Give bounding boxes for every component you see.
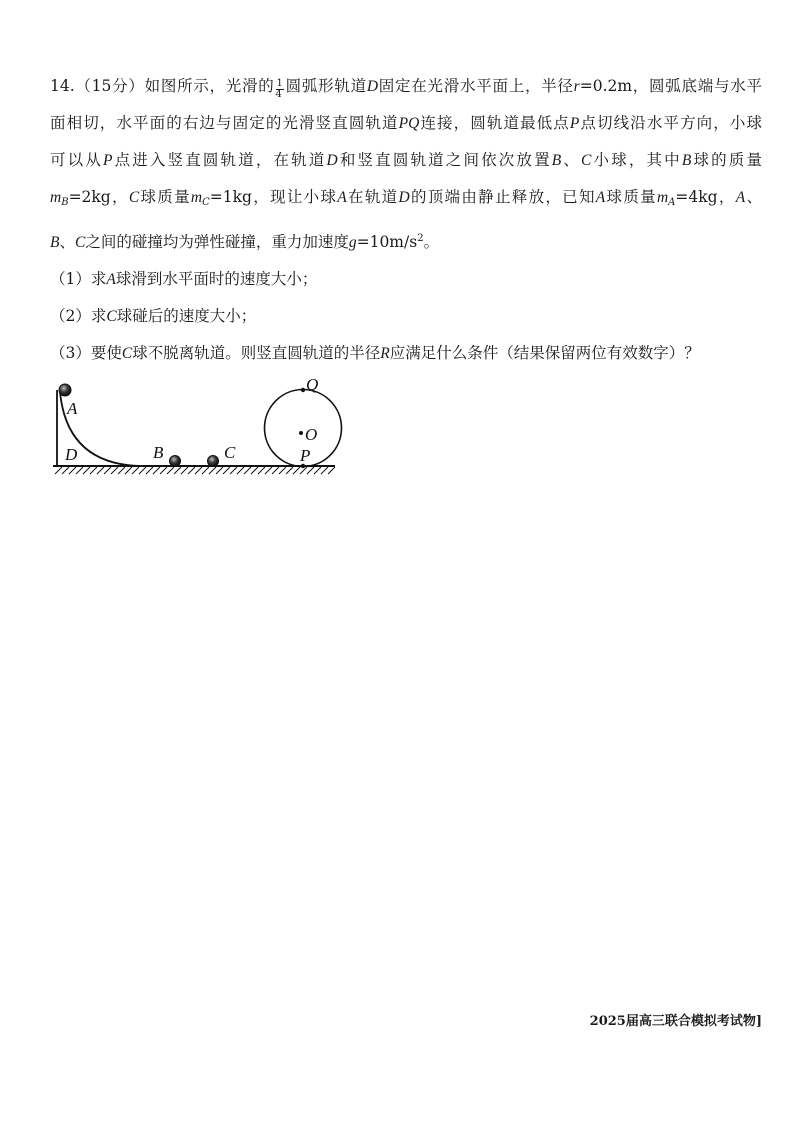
subscript-B: B xyxy=(61,197,69,208)
ground-hatch-mark xyxy=(83,467,90,474)
ground-hatch-mark xyxy=(125,467,132,474)
text-segment: 之间的碰撞均为弹性碰撞，重力加速度 xyxy=(85,233,349,251)
ground-hatch-mark xyxy=(251,467,258,474)
text-segment: =10m/s xyxy=(356,233,418,251)
ground-hatch-mark xyxy=(132,467,139,474)
ground-hatch-mark xyxy=(321,467,328,474)
ground-hatch-mark xyxy=(139,467,146,474)
ground-hatch-mark xyxy=(314,467,321,474)
var-A: A xyxy=(735,189,746,206)
text-segment: 、 xyxy=(561,151,582,169)
ground-hatch-mark xyxy=(118,467,125,474)
problem-line-2 xyxy=(50,105,762,142)
ground-hatch-mark xyxy=(209,467,216,474)
subquestion-1 xyxy=(50,261,762,298)
var-B: B xyxy=(551,152,562,169)
text-segment: 圆弧形轨道 xyxy=(284,77,367,95)
ground-hatch-mark xyxy=(146,467,153,474)
text-segment: 球碰后的速度大小； xyxy=(116,307,257,325)
text-segment: 、 xyxy=(59,233,75,251)
var-PQ: PQ xyxy=(398,115,420,132)
var-R: R xyxy=(380,345,390,362)
question-points: （15分） xyxy=(74,77,145,95)
text-segment: =0.2m，圆弧底端与水平 xyxy=(579,77,762,95)
var-C: C xyxy=(121,345,133,362)
text-segment: =2kg， xyxy=(68,188,129,206)
var-C: C xyxy=(128,189,140,206)
label-Q: Q xyxy=(306,378,319,394)
problem-line-5 xyxy=(50,221,762,261)
text-segment: （3）要使 xyxy=(50,344,122,362)
problem-line-4 xyxy=(50,179,762,221)
ground-hatch-mark xyxy=(195,467,202,474)
ground-hatch-mark xyxy=(307,467,314,474)
ground-hatch-mark xyxy=(167,467,174,474)
var-C: C xyxy=(74,234,86,251)
label-B: B xyxy=(153,443,164,462)
label-D: D xyxy=(65,445,78,464)
ground-hatch-mark xyxy=(111,467,118,474)
page-footer: 2025届高三联合模拟考试物] xyxy=(589,1014,762,1029)
label-P: P xyxy=(300,446,311,465)
text-segment: 球质量 xyxy=(139,188,191,206)
physics-diagram xyxy=(45,378,345,487)
var-B: B xyxy=(50,234,60,251)
question-number: 14. xyxy=(50,77,75,95)
var-D: D xyxy=(326,152,338,169)
problem-line-3 xyxy=(50,142,762,179)
text-segment: 应满足什么条件（结果保留两位有效数字）？ xyxy=(389,344,700,362)
var-D: D xyxy=(398,189,410,206)
subscript-C: C xyxy=(202,197,210,208)
ball-A xyxy=(59,384,71,396)
var-P: P xyxy=(569,115,580,132)
point-Q xyxy=(301,388,305,392)
text-segment: =4kg， xyxy=(675,188,736,206)
ground-hatch-mark xyxy=(286,467,293,474)
var-g: g xyxy=(348,234,357,251)
text-segment: 球滑到水平面时的速度大小； xyxy=(115,270,318,288)
var-P: P xyxy=(102,152,113,169)
var-C: C xyxy=(106,308,117,325)
ground-hatch-mark xyxy=(76,467,83,474)
ground-line xyxy=(53,466,335,474)
text-segment: 在轨道 xyxy=(346,188,399,206)
text-segment: 的顶端由静止释放，已知 xyxy=(409,188,596,206)
text-segment: 可以从 xyxy=(50,151,103,169)
ground-hatch-mark xyxy=(328,467,335,474)
text-segment: 点切线沿水平方向，小球 xyxy=(579,114,762,132)
var-A: A xyxy=(106,271,116,288)
ground-hatch-mark xyxy=(181,467,188,474)
ground-hatch-mark xyxy=(160,467,167,474)
label-O: O xyxy=(305,425,318,444)
ground-hatch-mark xyxy=(244,467,251,474)
ground-hatch-mark xyxy=(62,467,69,474)
ground-hatch-mark xyxy=(90,467,97,474)
text-segment: 、 xyxy=(745,188,762,206)
text-segment: 连接，圆轨道最低点 xyxy=(419,114,570,132)
superscript-2: 2 xyxy=(417,233,424,244)
ground-hatch-mark xyxy=(97,467,104,474)
text-segment: 球不脱离轨道。则竖直圆轨道的半径 xyxy=(132,344,381,362)
ground-hatch-mark xyxy=(104,467,111,474)
point-O xyxy=(299,431,303,435)
var-A: A xyxy=(595,189,606,206)
ground-hatch-mark xyxy=(237,467,244,474)
var-D: D xyxy=(366,78,379,95)
ground-hatch-mark xyxy=(55,467,62,474)
text-segment: 和竖直圆轨道之间依次放置 xyxy=(337,151,552,169)
ground-hatch-mark xyxy=(293,467,300,474)
var-m: m xyxy=(50,189,62,206)
var-B: B xyxy=(681,152,692,169)
subscript-A: A xyxy=(668,197,676,208)
var-m: m xyxy=(190,189,203,206)
fraction-denominator: 4 xyxy=(275,89,282,100)
var-r: r xyxy=(573,78,580,95)
ground-hatch-mark xyxy=(202,467,209,474)
ground-hatch-mark xyxy=(174,467,181,474)
subquestion-3 xyxy=(50,335,762,372)
text-segment: （1）求 xyxy=(50,270,107,288)
problem-14 xyxy=(50,68,762,372)
text-segment: 面相切，水平面的右边与固定的光滑竖直圆轨道 xyxy=(50,114,399,132)
ground-hatch-mark xyxy=(69,467,76,474)
ground-hatch-mark xyxy=(272,467,279,474)
ground-hatch-mark xyxy=(230,467,237,474)
text-segment: 球的质量 xyxy=(691,151,762,169)
text-segment: 小球，其中 xyxy=(591,151,682,169)
ground-hatch-mark xyxy=(279,467,286,474)
var-A: A xyxy=(337,189,347,206)
subquestion-2 xyxy=(50,298,762,335)
fraction-quarter xyxy=(276,79,284,100)
text-segment: 如图所示，光滑的 xyxy=(144,77,275,95)
text-segment: （2）求 xyxy=(50,307,107,325)
text-segment: 球质量 xyxy=(605,188,657,206)
var-C: C xyxy=(581,152,592,169)
text-segment: 固定在光滑水平面上，半径 xyxy=(378,77,574,95)
text-segment: 。 xyxy=(423,233,440,251)
ground-hatch-mark xyxy=(216,467,223,474)
text-segment: =1kg，现让小球 xyxy=(209,188,338,206)
ball-C xyxy=(208,456,219,467)
ground-hatch-mark xyxy=(188,467,195,474)
ground-hatch-mark xyxy=(265,467,272,474)
ground-hatch-mark xyxy=(153,467,160,474)
ball-B xyxy=(170,456,181,467)
ground-hatch-mark xyxy=(223,467,230,474)
ground-hatch-mark xyxy=(258,467,265,474)
label-C: C xyxy=(224,443,236,462)
fraction-numerator: 1 xyxy=(276,78,283,89)
label-A: A xyxy=(67,399,78,418)
problem-line-1 xyxy=(50,68,762,105)
text-segment: 点进入竖直圆轨道，在轨道 xyxy=(112,151,327,169)
var-m: m xyxy=(656,189,669,206)
